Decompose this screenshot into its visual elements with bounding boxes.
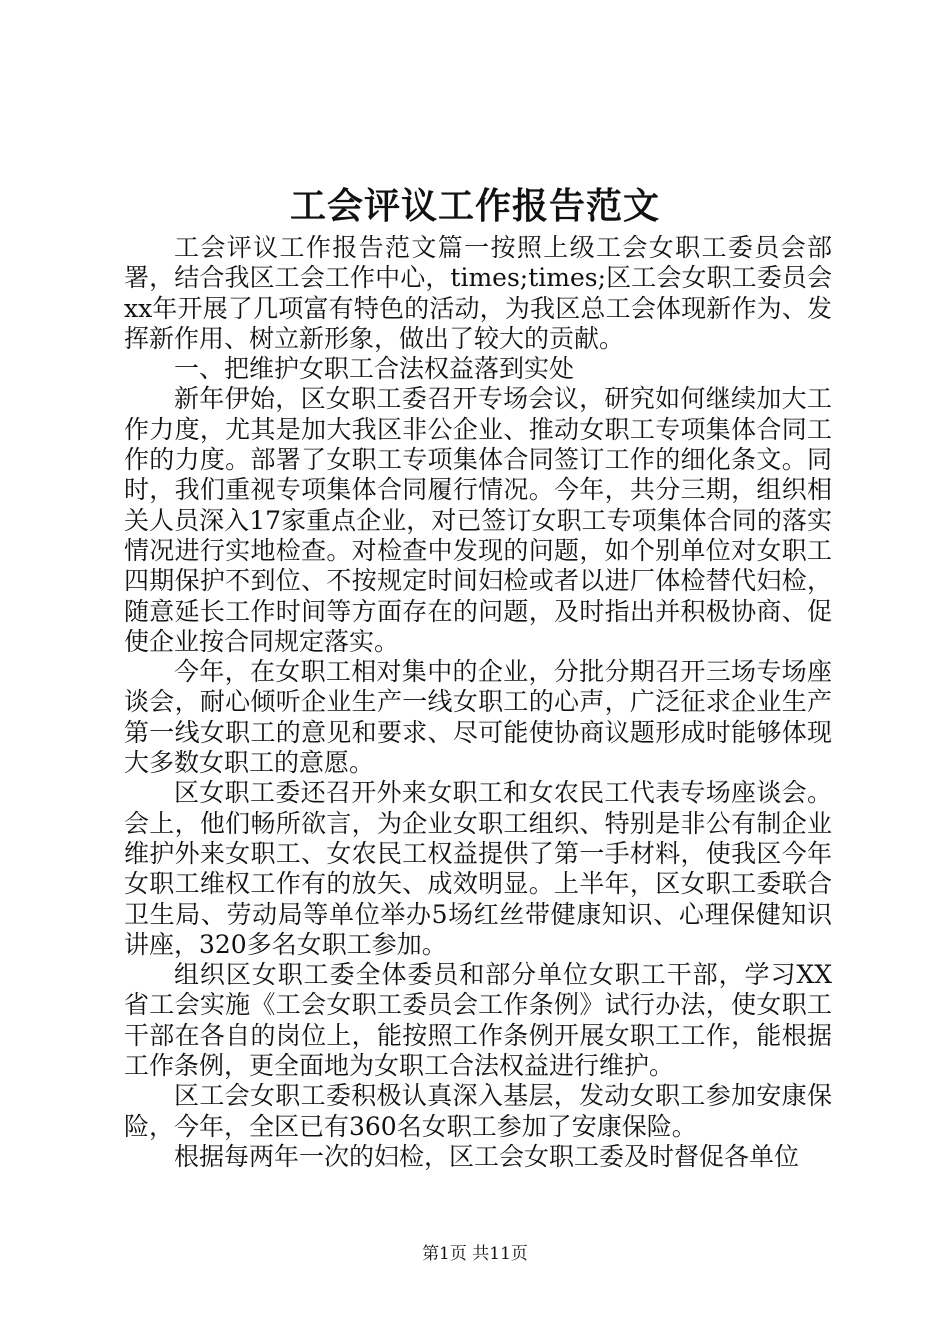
- section-heading-1: 一、把维护女职工合法权益落到实处: [174, 354, 575, 384]
- paragraph-5: 组织区女职工委全体委员和部分单位女职工干部，学习XX省工会实施《工会女职工委员会工作条例》试行办法，使女职工干部在各自的岗位上，能按照工作条例开展女职工工作，能根据工作条例，更全面地为女职工合法权益进行维护。: [124, 960, 832, 1081]
- paragraph-6: 区工会女职工委积极认真深入基层，发动女职工参加安康保险，今年，全区已有360名女职工参加了安康保险。: [124, 1081, 832, 1141]
- paragraph-4: 区女职工委还召开外来女职工和女农民工代表专场座谈会。会上，他们畅所欲言，为企业女职工组织、特别是非公有制企业维护外来女职工、女农民工权益提供了第一手材料，使我区今年女职工维权工作有的放矢、成效明显。上半年，区女职工委联合卫生局、劳动局等单位举办5场红丝带健康知识、心理保健知识讲座，320多名女职工参加。: [124, 778, 832, 959]
- document-body: [124, 233, 832, 1172]
- paragraph-2: 新年伊始，区女职工委召开专场会议，研究如何继续加大工作力度，尤其是加大我区非公企业、推动女职工专项集体合同工作的力度。部署了女职工专项集体合同签订工作的细化条文。同时，我们重视专项集体合同履行情况。今年，共分三期，组织相关人员深入17家重点企业，对已签订女职工专项集体合同的落实情况进行实地检查。对检查中发现的问题，如个别单位对女职工四期保护不到位、不按规定时间妇检或者以进厂体检替代妇检，随意延长工作时间等方面存在的问题，及时指出并积极协商、促使企业按合同规定落实。: [124, 384, 832, 656]
- paragraph-1: 工会评议工作报告范文篇一按照上级工会女职工委员会部署，结合我区工会工作中心，times;times;区工会女职工委员会xx年开展了几项富有特色的活动，为我区总工会体现新作为、发挥新作用、树立新形象，做出了较大的贡献。: [124, 233, 832, 353]
- page-number: 第1页 共11页: [422, 1244, 528, 1264]
- paragraph-7: 根据每两年一次的妇检，区工会女职工委及时督促各单位: [174, 1141, 800, 1171]
- paragraph-3: 今年，在女职工相对集中的企业，分批分期召开三场专场座谈会，耐心倾听企业生产一线女职工的心声，广泛征求企业生产第一线女职工的意见和要求、尽可能使协商议题形成时能够体现大多数女职工的意愿。: [124, 657, 832, 778]
- document-title: 工会评议工作报告范文: [289, 185, 660, 227]
